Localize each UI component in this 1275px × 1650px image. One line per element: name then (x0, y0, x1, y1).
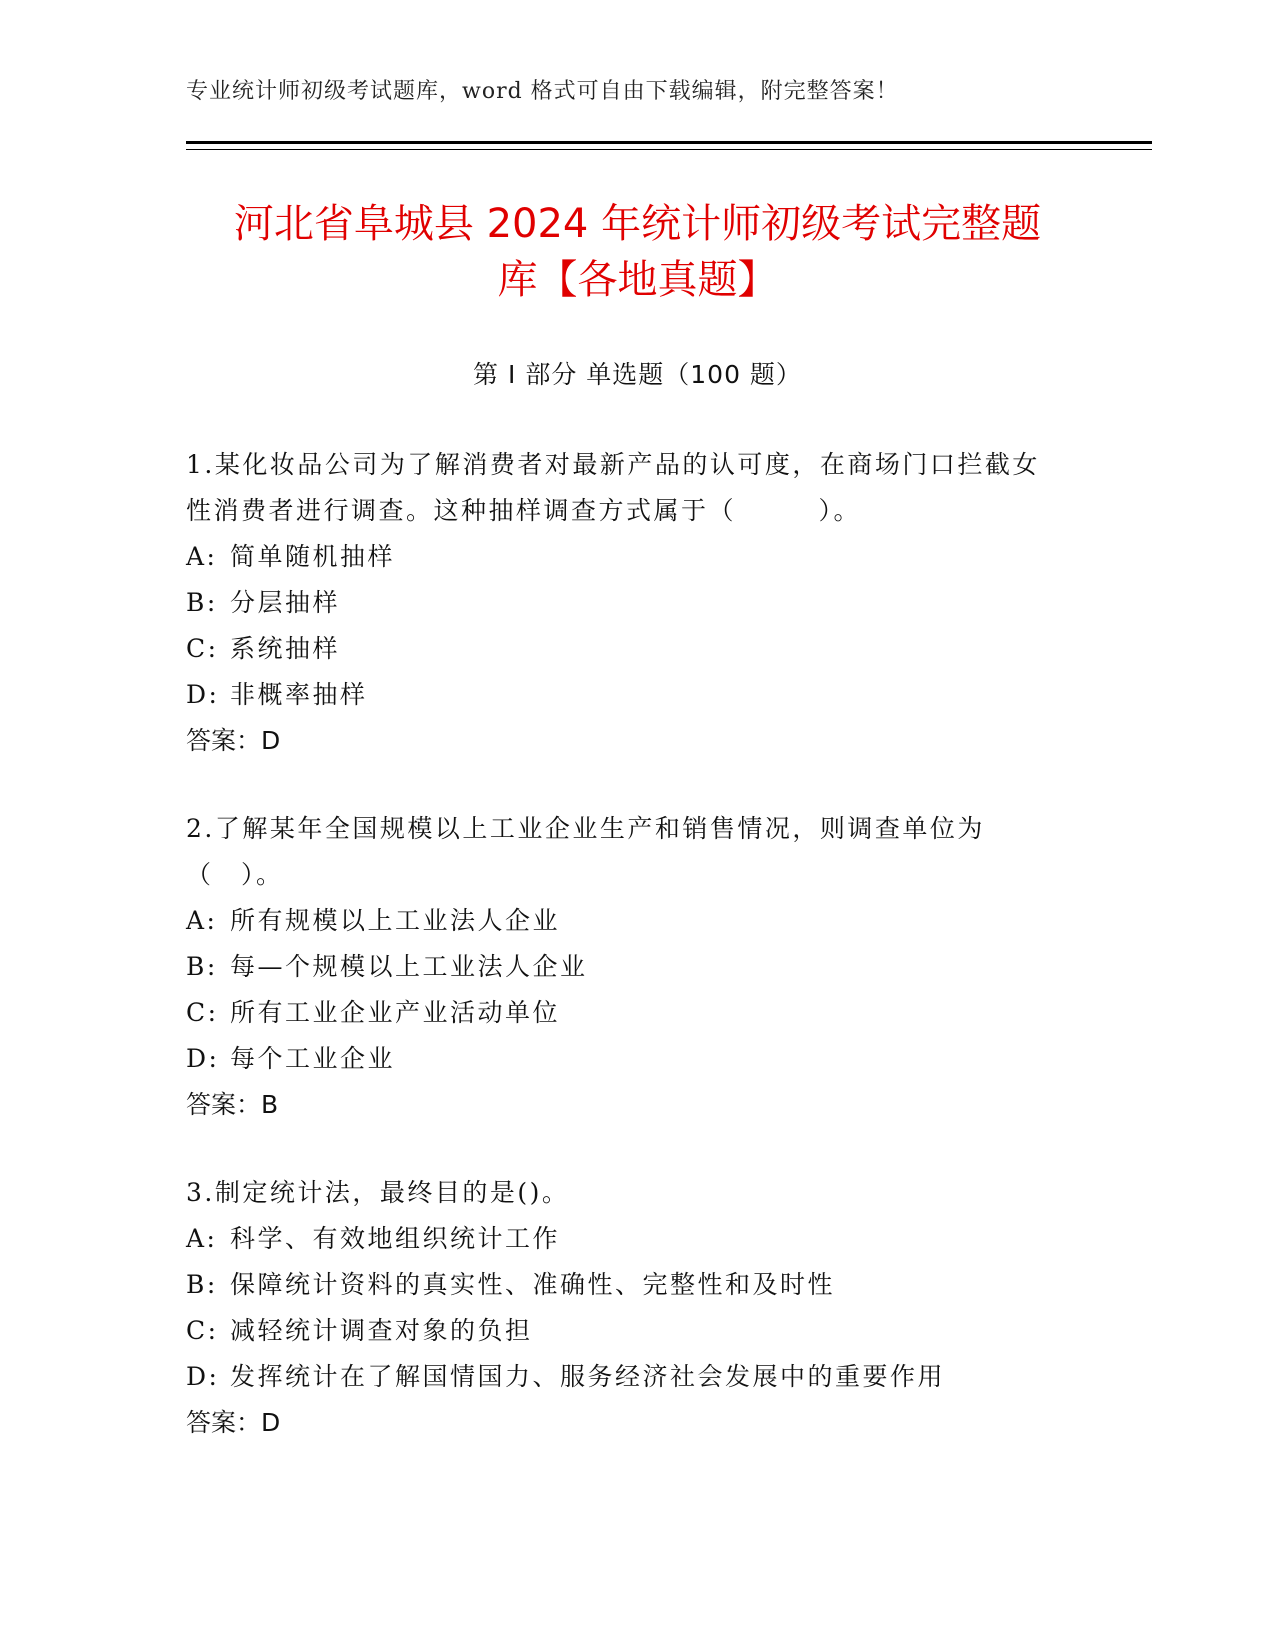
option-text: 分层抽样 (230, 588, 341, 617)
option-key: C: (186, 998, 219, 1027)
option-d (186, 672, 1066, 718)
document-title (150, 196, 1125, 308)
option-text: 所有工业企业产业活动单位 (230, 998, 561, 1027)
answer-line: 答案：D (186, 726, 281, 755)
document-title-line1: 河北省阜城县 2024 年统计师初级考试完整题 (233, 201, 1042, 247)
option-a (186, 898, 1066, 944)
option-c (186, 626, 1066, 672)
question-gap (186, 1128, 1066, 1170)
option-a (186, 1216, 1066, 1262)
option-b (186, 580, 1066, 626)
option-key: D: (186, 1362, 220, 1391)
option-b (186, 1262, 1066, 1308)
option-key: A: (186, 542, 218, 571)
question-gap (186, 764, 1066, 806)
option-d (186, 1354, 1066, 1400)
option-d (186, 1036, 1066, 1082)
option-key: B: (186, 952, 218, 981)
option-key: A: (186, 1224, 218, 1253)
question-list (186, 442, 1066, 1446)
answer-line: 答案：B (186, 1090, 279, 1119)
option-text: 系统抽样 (230, 634, 341, 663)
header-rule-thick (186, 141, 1152, 144)
option-text: 非概率抽样 (230, 680, 368, 709)
option-key: B: (186, 588, 218, 617)
question-2 (186, 806, 1066, 1128)
option-text: 减轻统计调查对象的负担 (230, 1316, 533, 1345)
option-text: 科学、有效地组织统计工作 (230, 1224, 561, 1253)
question-stem: 2.了解某年全国规模以上工业企业生产和销售情况，则调查单位为（ ）。 (186, 814, 985, 889)
option-text: 发挥统计在了解国情国力、服务经济社会发展中的重要作用 (230, 1362, 946, 1391)
question-3 (186, 1170, 1066, 1446)
answer-line: 答案：D (186, 1408, 281, 1437)
option-text: 所有规模以上工业法人企业 (230, 906, 561, 935)
question-stem: 1.某化妆品公司为了解消费者对最新产品的认可度，在商场门口拦截女性消费者进行调查。这种抽样调查方式属于（ ）。 (186, 450, 1040, 525)
option-key: C: (186, 1316, 219, 1345)
question-stem: 3.制定统计法，最终目的是()。 (186, 1178, 570, 1207)
option-c (186, 990, 1066, 1036)
option-key: B: (186, 1270, 218, 1299)
document-title-line2: 库【各地真题】 (497, 257, 778, 303)
option-key: D: (186, 1044, 220, 1073)
option-text: 保障统计资料的真实性、准确性、完整性和及时性 (230, 1270, 836, 1299)
section-heading: 第 I 部分 单选题（100 题） (473, 360, 802, 389)
question-1 (186, 442, 1066, 764)
option-a (186, 534, 1066, 580)
option-key: C: (186, 634, 219, 663)
header-rule-thin (186, 149, 1152, 150)
option-text: 简单随机抽样 (230, 542, 396, 571)
option-key: A: (186, 906, 218, 935)
option-key: D: (186, 680, 220, 709)
option-c (186, 1308, 1066, 1354)
option-b (186, 944, 1066, 990)
option-text: 每个工业企业 (230, 1044, 396, 1073)
option-text: 每—个规模以上工业法人企业 (230, 952, 588, 981)
header-note: 专业统计师初级考试题库，word 格式可自由下载编辑，附完整答案！ (186, 79, 899, 104)
